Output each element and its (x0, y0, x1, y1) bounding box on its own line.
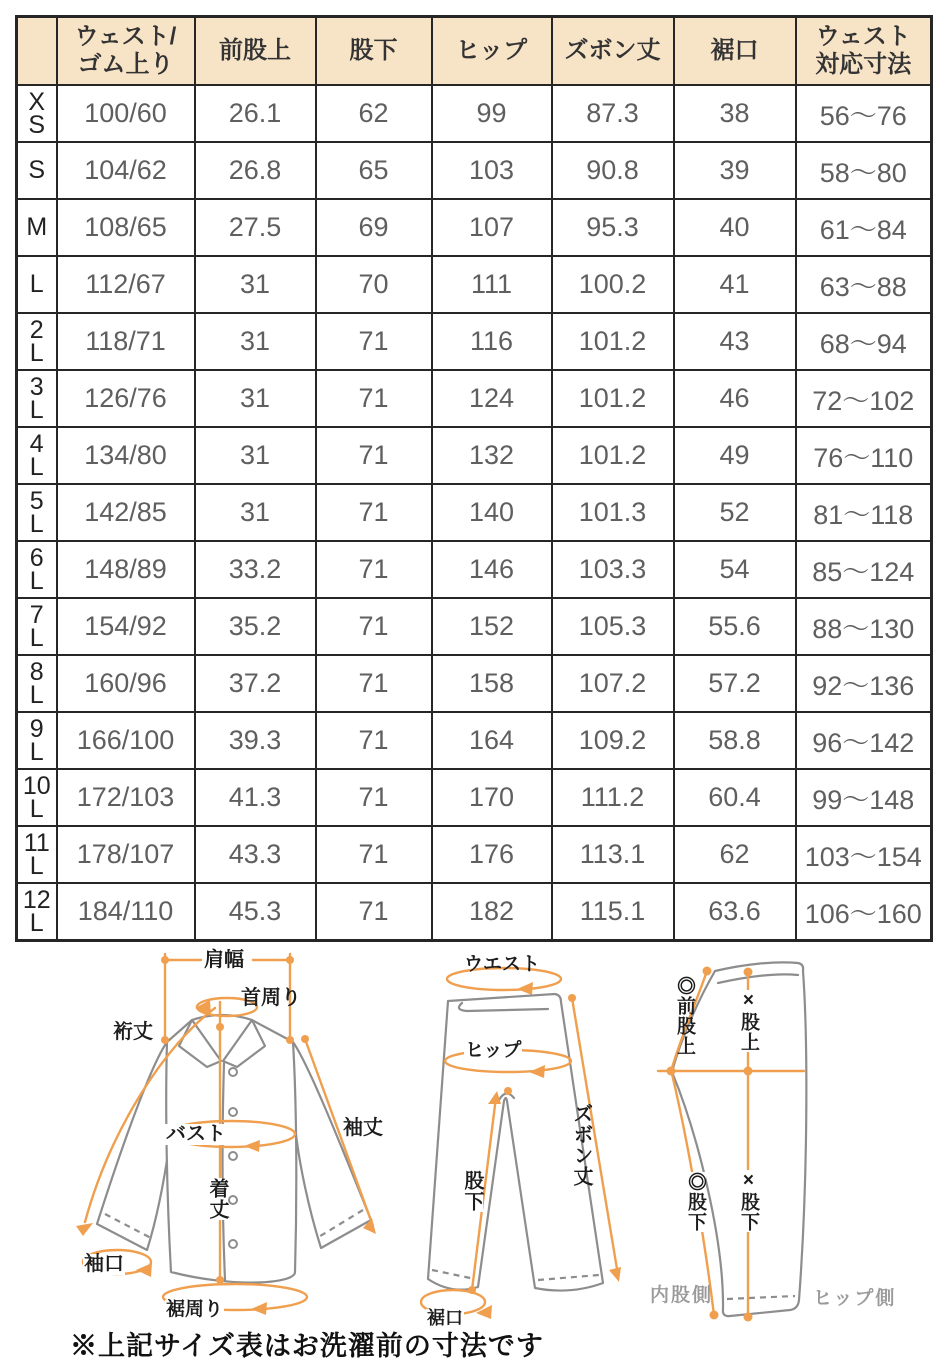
size-label: 3 L (17, 370, 57, 427)
measurement-cell: 111.2 (552, 769, 674, 826)
pants-length-label: ズボン丈 (570, 1103, 592, 1187)
measurement-cell: 39 (674, 142, 796, 199)
size-label: 10 L (17, 769, 57, 826)
measurement-cell: 68〜94 (796, 313, 932, 370)
measurement-cell: 55.6 (674, 598, 796, 655)
measurement-cell: 26.1 (195, 85, 316, 142)
table-header-row (17, 17, 932, 86)
measurement-cell: 111 (432, 256, 552, 313)
measurement-cell: 71 (316, 769, 432, 826)
size-label: 11 L (17, 826, 57, 883)
measurement-cell: 45.3 (195, 883, 316, 941)
measurement-cell: 56〜76 (796, 85, 932, 142)
measurement-cell: 160/96 (57, 655, 195, 712)
size-label: L (17, 256, 57, 313)
measurement-cell: 101.2 (552, 427, 674, 484)
measurement-cell: 54 (674, 541, 796, 598)
header-hip: ヒップ (432, 17, 552, 86)
measurement-cell: 41.3 (195, 769, 316, 826)
measurement-cell: 95.3 (552, 199, 674, 256)
measurement-cell: 99 (432, 85, 552, 142)
waist-label: ウエスト (464, 954, 541, 975)
measurement-cell: 71 (316, 427, 432, 484)
measurement-cell: 35.2 (195, 598, 316, 655)
measurement-cell: 33.2 (195, 541, 316, 598)
size-label: 6 L (17, 541, 57, 598)
inseam-label: 股下 (461, 1170, 483, 1212)
table-row (17, 541, 932, 598)
measurement-cell: 26.8 (195, 142, 316, 199)
measurement-cell: 63.6 (674, 883, 796, 941)
measurement-cell: 46 (674, 370, 796, 427)
neck-around-label: 首周り (241, 987, 301, 1009)
measurement-cell: 103.3 (552, 541, 674, 598)
cuff-opening-label: 袖口 (84, 1253, 124, 1275)
pants-side-diagram (650, 950, 940, 1335)
measurement-cell: 103〜154 (796, 826, 932, 883)
measurement-cell: 71 (316, 712, 432, 769)
table-row (17, 85, 932, 142)
measurement-cell: 164 (432, 712, 552, 769)
measurement-cell: 112/67 (57, 256, 195, 313)
measurement-cell: 92〜136 (796, 655, 932, 712)
measurement-cell: 72〜102 (796, 370, 932, 427)
measurement-cell: 166/100 (57, 712, 195, 769)
measurement-cell: 76〜110 (796, 427, 932, 484)
measurement-cell: 170 (432, 769, 552, 826)
measurement-cell: 115.1 (552, 883, 674, 941)
measurement-cell: 71 (316, 484, 432, 541)
measurement-cell: 41 (674, 256, 796, 313)
double-circle-inseam-label: ◎股下 (684, 1172, 706, 1232)
yuki-length-label: 裄丈 (113, 1021, 153, 1043)
table-row (17, 484, 932, 541)
measurement-cell: 61〜84 (796, 199, 932, 256)
measurement-cell: 146 (432, 541, 552, 598)
measurement-cell: 172/103 (57, 769, 195, 826)
cross-inseam-label: ×股下 (737, 1170, 759, 1232)
cross-rise-label: ×股上 (737, 990, 759, 1052)
measurement-cell: 88〜130 (796, 598, 932, 655)
shirt-diagram (55, 950, 430, 1322)
header-front-rise: 前股上 (195, 17, 316, 86)
header-inseam: 股下 (316, 17, 432, 86)
size-label: M (17, 199, 57, 256)
measurement-cell: 27.5 (195, 199, 316, 256)
measurement-cell: 31 (195, 370, 316, 427)
measurement-cell: 65 (316, 142, 432, 199)
measurement-cell: 37.2 (195, 655, 316, 712)
size-label: 4 L (17, 427, 57, 484)
measurement-cell: 182 (432, 883, 552, 941)
measurement-cell: 71 (316, 313, 432, 370)
measurement-cell: 106〜160 (796, 883, 932, 941)
table-row (17, 142, 932, 199)
measurement-cell: 178/107 (57, 826, 195, 883)
header-hem: 裾口 (674, 17, 796, 86)
measurement-cell: 71 (316, 655, 432, 712)
header-waist-range: ウェスト 対応寸法 (796, 17, 932, 86)
size-label: 9 L (17, 712, 57, 769)
sleeve-length-label: 袖丈 (343, 1117, 383, 1139)
measurement-cell: 71 (316, 598, 432, 655)
measurement-cell: 108/65 (57, 199, 195, 256)
table-row (17, 199, 932, 256)
measurement-cell: 113.1 (552, 826, 674, 883)
measurement-cell: 63〜88 (796, 256, 932, 313)
table-row (17, 655, 932, 712)
measurement-cell: 81〜118 (796, 484, 932, 541)
measurement-cell: 40 (674, 199, 796, 256)
measurement-cell: 58〜80 (796, 142, 932, 199)
measurement-cell: 152 (432, 598, 552, 655)
measurement-cell: 132 (432, 427, 552, 484)
measurement-cell: 71 (316, 370, 432, 427)
measurement-cell: 176 (432, 826, 552, 883)
size-table (15, 15, 933, 942)
measurement-cell: 90.8 (552, 142, 674, 199)
size-label: 2 L (17, 313, 57, 370)
measurement-cell: 104/62 (57, 142, 195, 199)
size-label: 7 L (17, 598, 57, 655)
measurement-cell: 109.2 (552, 712, 674, 769)
measurement-cell: 43 (674, 313, 796, 370)
measurement-cell: 118/71 (57, 313, 195, 370)
measurement-cell: 142/85 (57, 484, 195, 541)
body-length-label: 着丈 (206, 1178, 228, 1220)
measurement-cell: 184/110 (57, 883, 195, 941)
bust-label: バスト (166, 1123, 226, 1145)
measurement-cell: 71 (316, 826, 432, 883)
inner-thigh-side-label: 内股側 (650, 1285, 714, 1306)
measurement-cell: 31 (195, 427, 316, 484)
table-row (17, 313, 932, 370)
table-row (17, 712, 932, 769)
hem-around-label: 裾周り (166, 1299, 224, 1320)
header-waist-elastic: ウェスト/ ゴム上り (57, 17, 195, 86)
measurement-cell: 134/80 (57, 427, 195, 484)
measurement-cell: 58.8 (674, 712, 796, 769)
measurement-cell: 148/89 (57, 541, 195, 598)
measurement-cell: 99〜148 (796, 769, 932, 826)
header-pants-length: ズボン丈 (552, 17, 674, 86)
pants-front-svg (420, 955, 665, 1330)
measurement-cell: 126/76 (57, 370, 195, 427)
measurement-cell: 43.3 (195, 826, 316, 883)
measurement-cell: 62 (674, 826, 796, 883)
measurement-cell: 87.3 (552, 85, 674, 142)
hem-opening-label: 裾口 (427, 1308, 463, 1328)
table-row (17, 256, 932, 313)
measurement-cell: 107 (432, 199, 552, 256)
measurement-cell: 71 (316, 883, 432, 941)
measurement-cell: 39.3 (195, 712, 316, 769)
measurement-cell: 103 (432, 142, 552, 199)
size-label: 12 L (17, 883, 57, 941)
measurement-cell: 101.2 (552, 313, 674, 370)
measurement-cell: 107.2 (552, 655, 674, 712)
measurement-cell: 96〜142 (796, 712, 932, 769)
measurement-cell: 100/60 (57, 85, 195, 142)
measurement-cell: 70 (316, 256, 432, 313)
measurement-cell: 71 (316, 541, 432, 598)
size-label: S (17, 142, 57, 199)
hip-label: ヒップ (465, 1040, 522, 1061)
measurement-cell: 116 (432, 313, 552, 370)
measurement-cell: 100.2 (552, 256, 674, 313)
footnote: ※上記サイズ表はお洗濯前の寸法です (70, 1331, 544, 1360)
measurement-cell: 69 (316, 199, 432, 256)
measurement-cell: 60.4 (674, 769, 796, 826)
table-row (17, 883, 932, 941)
table-row (17, 370, 932, 427)
size-label: 5 L (17, 484, 57, 541)
shoulder-width-label: 肩幅 (204, 949, 244, 971)
measurement-cell: 49 (674, 427, 796, 484)
table-row (17, 427, 932, 484)
table-row (17, 598, 932, 655)
size-label: 8 L (17, 655, 57, 712)
measurement-cell: 52 (674, 484, 796, 541)
table-row (17, 769, 932, 826)
measurement-cell: 154/92 (57, 598, 195, 655)
hip-side-label: ヒップ側 (813, 1288, 897, 1309)
measurement-cell: 31 (195, 484, 316, 541)
size-label: X S (17, 85, 57, 142)
corner-cell (17, 17, 57, 86)
table-row (17, 826, 932, 883)
measurement-cell: 31 (195, 313, 316, 370)
shirt-garment (97, 1015, 371, 1283)
measurement-cell: 31 (195, 256, 316, 313)
measurement-cell: 57.2 (674, 655, 796, 712)
measurement-cell: 101.2 (552, 370, 674, 427)
front-rise-label: ◎前股上 (673, 976, 695, 1056)
measurement-cell: 158 (432, 655, 552, 712)
measurement-cell: 38 (674, 85, 796, 142)
pants-front-diagram (420, 955, 665, 1330)
measurement-cell: 62 (316, 85, 432, 142)
measurement-cell: 124 (432, 370, 552, 427)
measurement-cell: 140 (432, 484, 552, 541)
measurement-cell: 101.3 (552, 484, 674, 541)
measurement-cell: 105.3 (552, 598, 674, 655)
measurement-cell: 85〜124 (796, 541, 932, 598)
